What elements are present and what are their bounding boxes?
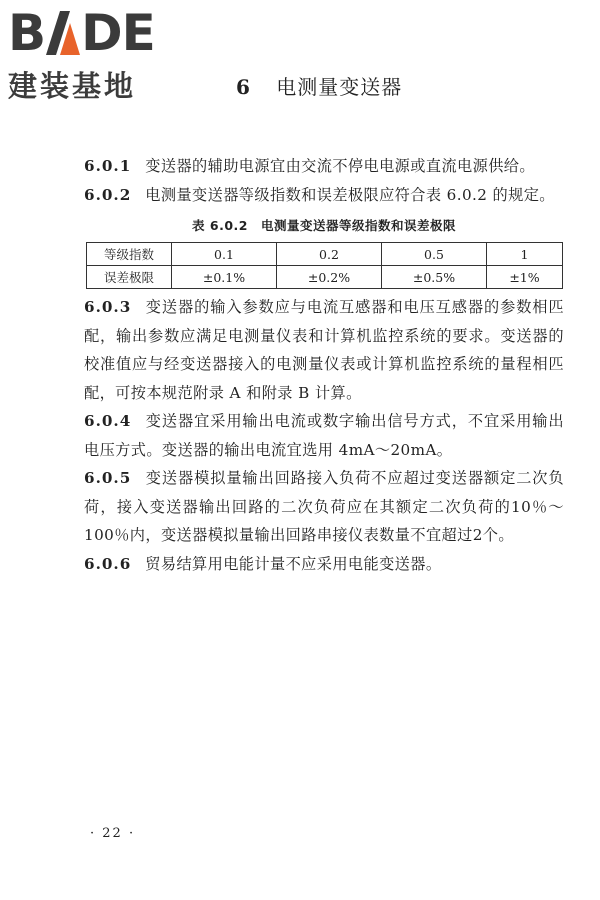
- clause-6-0-2: [84, 181, 564, 210]
- clause-number: 6.0.1: [84, 157, 132, 175]
- table-row: [87, 266, 563, 289]
- table-caption: 表 6.0.2 电测量变送器等级指数和误差极限: [192, 218, 456, 233]
- clause-text: 变送器的辅助电源宜由交流不停电电源或直流电源供给。: [145, 157, 535, 175]
- page-number: · 22 ·: [90, 826, 136, 841]
- clause-number: 6.0.5: [84, 469, 132, 487]
- chapter-title-text: 电测量变送器: [276, 75, 403, 99]
- logo-wordmark: [8, 4, 178, 62]
- clause-text: 变送器宜采用输出电流或数字输出信号方式，不宜采用输出电压方式。变送器的输出电流宜选用 4mA～20mA。: [84, 412, 564, 459]
- clause-number: 6.0.3: [84, 298, 132, 316]
- logo-letter-e: E: [121, 4, 155, 62]
- table-cell: 1: [486, 243, 562, 266]
- logo-letter-d: D: [81, 4, 122, 62]
- logo-a-mark: [46, 11, 80, 55]
- table-cell: ±0.1%: [172, 266, 277, 289]
- clause-6-0-3: [84, 293, 564, 407]
- logo-letter-b: B: [8, 4, 46, 62]
- clause-6-0-5: [84, 464, 564, 550]
- table-cell: 0.2: [276, 243, 381, 266]
- clause-text: 变送器的输入参数应与电流互感器和电压互感器的参数相匹配，输出参数应满足电测量仪表和计算机监控系统的要求。变送器的校准值应与经变送器接入的电测量仪表或计算机监控系统的量程相匹配，可按本规范附录 A 和附录 B 计算。: [84, 298, 564, 402]
- table-cell: 0.1: [172, 243, 277, 266]
- logo-subtitle: 建装基地: [8, 69, 137, 103]
- table-cell: ±0.2%: [276, 266, 381, 289]
- clause-text: 贸易结算用电能计量不应采用电能变送器。: [145, 554, 442, 573]
- table-cell: ±0.5%: [381, 266, 486, 289]
- clause-6-0-4: [84, 407, 564, 464]
- table-row: [87, 243, 563, 266]
- clause-text: 电测量变送器等级指数和误差极限应符合表 6.0.2 的规定。: [145, 185, 555, 204]
- clause-number: 6.0.2: [84, 185, 132, 204]
- grade-error-table: [86, 242, 563, 289]
- page-content: [84, 152, 564, 578]
- clause-number: 6.0.4: [84, 412, 132, 430]
- bade-logo: [8, 6, 178, 105]
- row-header: 误差极限: [87, 266, 172, 289]
- chapter-title: [236, 71, 402, 100]
- clause-text: 变送器模拟量输出回路接入负荷不应超过变送器额定二次负荷，接入变送器输出回路的二次负荷应在其额定二次负荷的10％～100％内，变送器模拟量输出回路串接仪表数量不宜超过2个。: [84, 469, 564, 544]
- chapter-number: 6: [236, 75, 251, 99]
- clause-number: 6.0.6: [84, 554, 132, 573]
- row-header: 等级指数: [87, 243, 172, 266]
- table-cell: 0.5: [381, 243, 486, 266]
- clause-6-0-6: [84, 550, 564, 579]
- clause-6-0-1: [84, 152, 564, 181]
- table-cell: ±1%: [486, 266, 562, 289]
